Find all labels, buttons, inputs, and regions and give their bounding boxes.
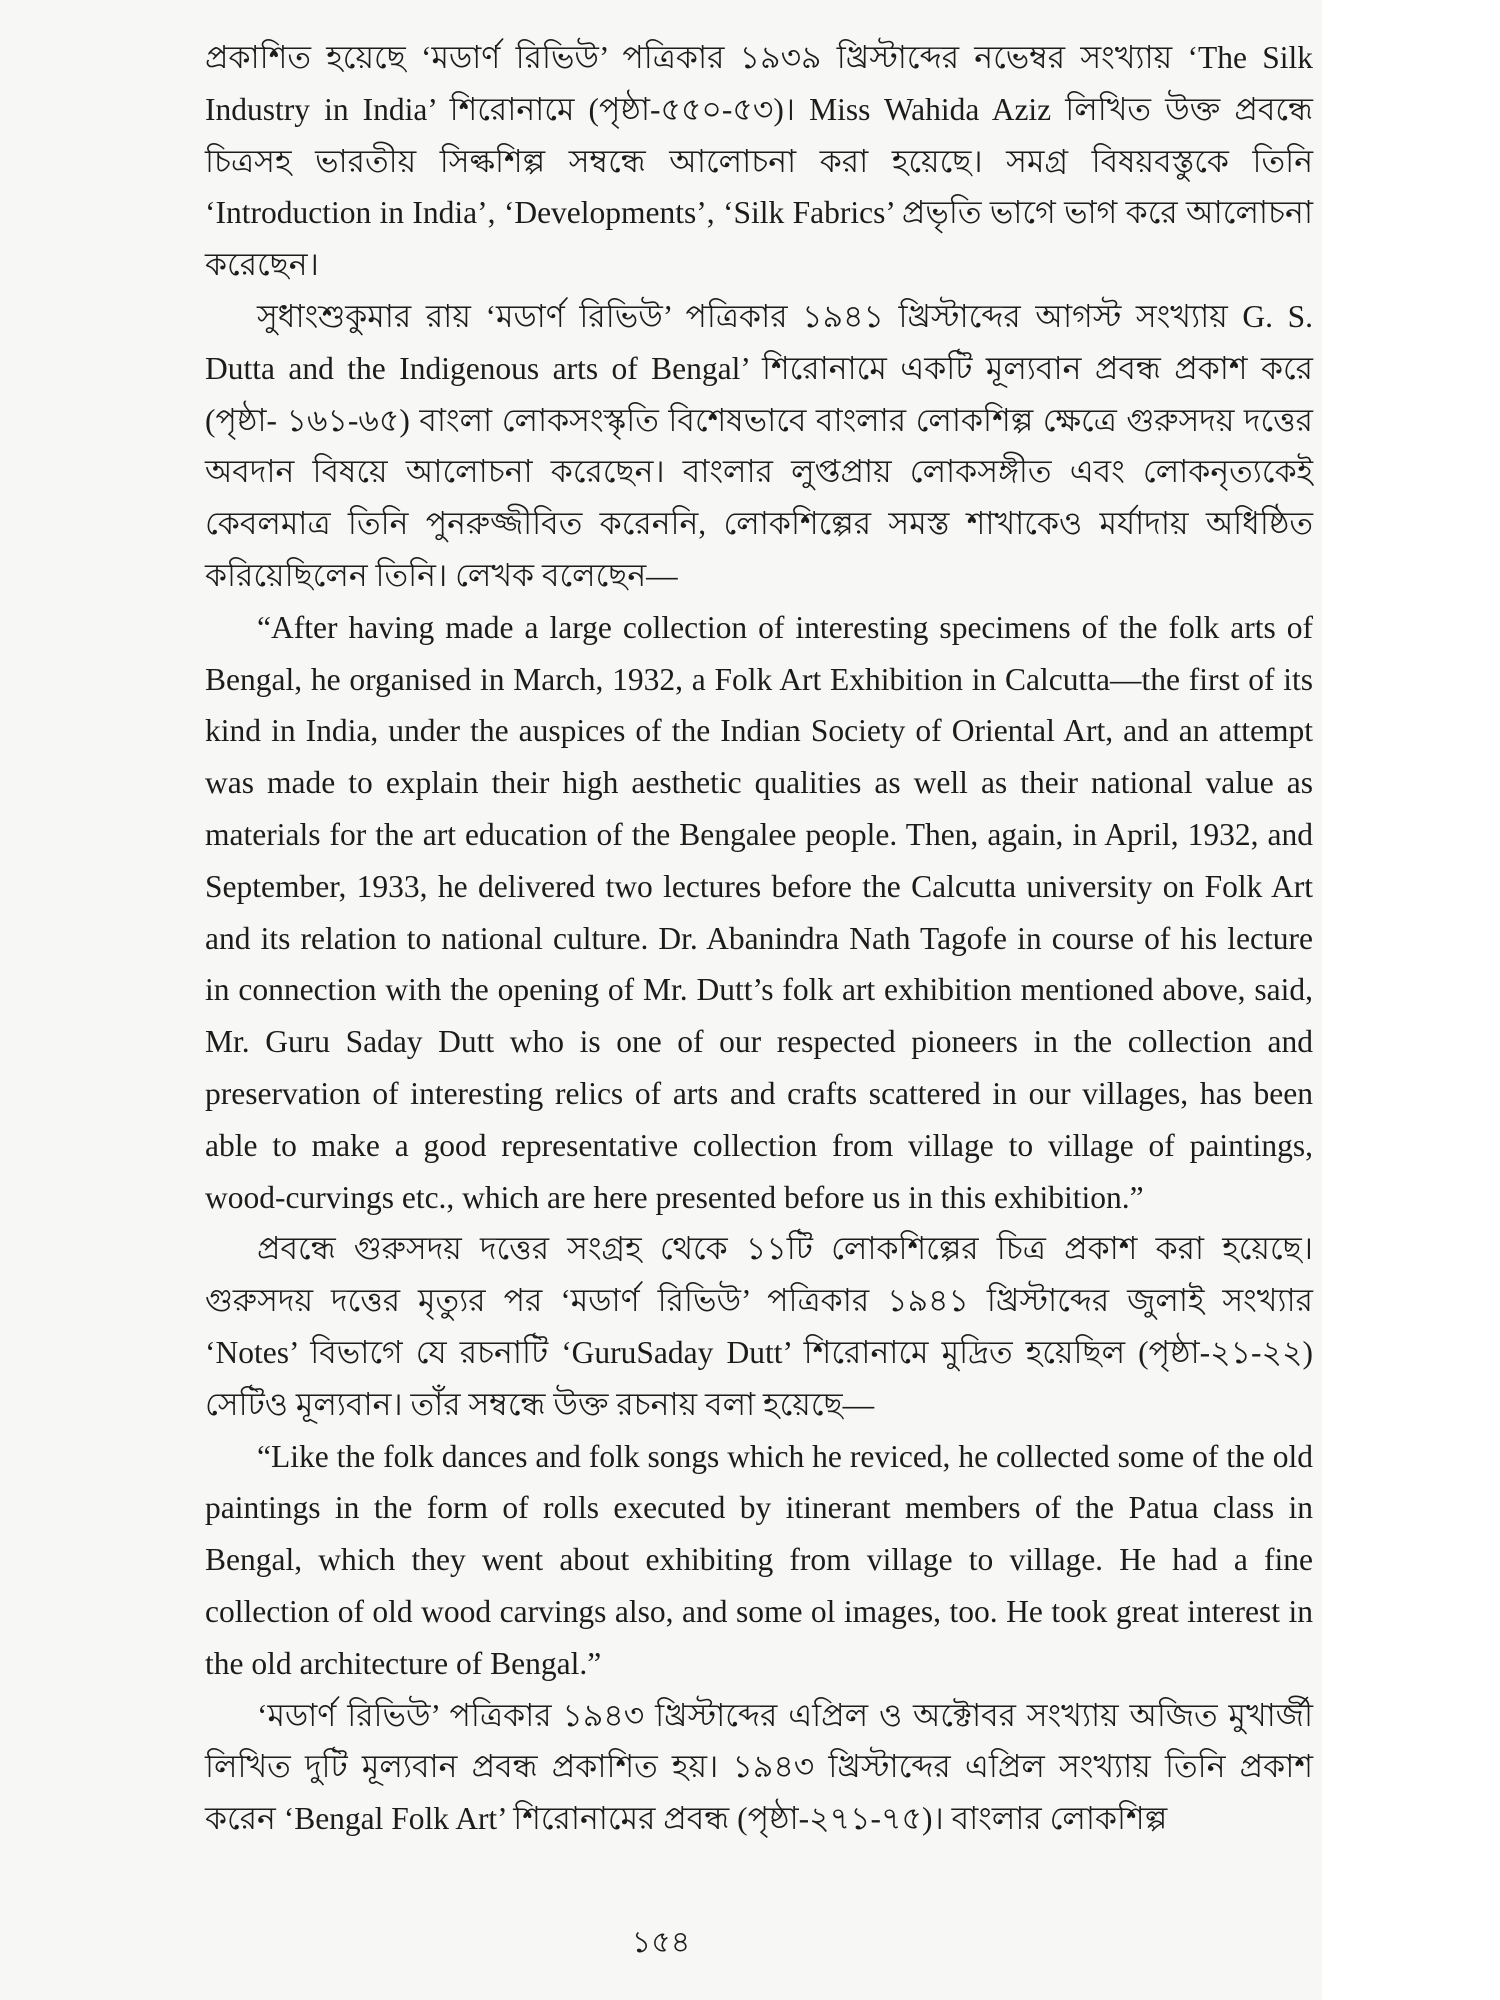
paragraph-gurusaday-dutt-notes: প্রবন্ধে গুরুসদয় দত্তের সংগ্রহ থেকে ১১টি লোকশিল্পের চিত্র প্রকাশ করা হয়েছে। গুরুসদয় দত্তের মৃত্যুর পর ‘মডার্ণ রিভিউ’ পত্রিকার ১৯৪১ খ্রিস্টাব্দের জুলাই সংখ্যার ‘Notes’ বিভাগে যে রচনাটি ‘GuruSaday Dutt’ শিরোনামে মুদ্রিত হয়েছিল (পৃষ্ঠা-২১-২২) সেটিও মূল্যবান। তাঁর সম্বন্ধে উক্ত রচনায় বলা হয়েছে— [205, 1231, 1313, 1422]
paragraph-silk-industry: প্রকাশিত হয়েছে ‘মডার্ণ রিভিউ’ পত্রিকার ১৯৩৯ খ্রিস্টাব্দের নভেম্বর সংখ্যায় ‘The Silk Industry in India’ শিরোনামে (পৃষ্ঠা-৫৫০-৫৩)। Miss Wahida Aziz লিখিত উক্ত প্রবন্ধে চিত্রসহ ভারতীয় সিল্কশিল্প সম্বন্ধে আলোচনা করা হয়েছে। সমগ্র বিষয়বস্তুকে তিনি ‘Introduction in India’, ‘Developments’, ‘Silk Fabrics’ প্রভৃতি ভাগে ভাগ করে আলোচনা করেছেন। [205, 40, 1313, 283]
paragraph-bengal-folk-art: ‘মডার্ণ রিভিউ’ পত্রিকার ১৯৪৩ খ্রিস্টাব্দের এপ্রিল ও অক্টোবর সংখ্যায় অজিত মুখার্জী লিখিত দুটি মূল্যবান প্রবন্ধ প্রকাশিত হয়। ১৯৪৩ খ্রিস্টাব্দের এপ্রিল সংখ্যায় তিনি প্রকাশ করেন ‘Bengal Folk Art’ শিরোনামের প্রবন্ধ (পৃষ্ঠা-২৭১-৭৫)। বাংলার লোকশিল্প [205, 1697, 1313, 1837]
page-margin-background [1322, 0, 1500, 2000]
page-body-text [205, 32, 1313, 1845]
quote-folk-art-exhibition: “After having made a large collection of interesting specimens of the folk arts of Bengal, he organised in March, 1932, a Folk Art Exhibition in Calcutta—the first of its kind in India, under the auspices of the Indian Society of Oriental Art, and an attempt was made to explain their high aesthetic qualities as well as their national value as materials for the art education of the Bengalee people. Then, again, in April, 1932, and September, 1933, he delivered two lectures before the Calcutta university on Folk Art and its relation to national culture. Dr. Abanindra Nath Tagofe in course of his lecture in connection with the opening of Mr. Dutt’s folk art exhibition mentioned above, said, Mr. Guru Saday Dutt who is one of our respected pioneers in the collection and preservation of interesting relics of arts and crafts scattered in our villages, has been able to make a good representative collection from village to village of paintings, wood-curvings etc., which are here presented before us in this exhibition.” [205, 609, 1313, 1215]
page-number: ১৫৪ [631, 1925, 691, 1960]
paragraph-sudhanshu-kumar-roy: সুধাংশুকুমার রায় ‘মডার্ণ রিভিউ’ পত্রিকার ১৯৪১ খ্রিস্টাব্দের আগস্ট সংখ্যায় G. S. Dutta and the Indigenous arts of Bengal’ শিরোনামে একটি মূল্যবান প্রবন্ধ প্রকাশ করে (পৃষ্ঠা- ১৬১-৬৫) বাংলা লোকসংস্কৃতি বিশেষভাবে বাংলার লোকশিল্প ক্ষেত্রে গুরুসদয় দত্তের অবদান বিষয়ে আলোচনা করেছেন। বাংলার লুপ্তপ্রায় লোকসঙ্গীত এবং লোকনৃত্যকেই কেবলমাত্র তিনি পুনরুজ্জীবিত করেননি, লোকশিল্পের সমস্ত শাখাকেও মর্যাদায় অধিষ্ঠিত করিয়েছিলেন তিনি। লেখক বলেছেন— [205, 298, 1313, 593]
quote-folk-dances-songs: “Like the folk dances and folk songs which he reviced, he collected some of the old paintings in the form of rolls executed by itinerant members of the Patua class in Bengal, which they went about exhibiting from village to village. He had a fine collection of old wood carvings also, and some ol images, too. He took great interest in the old architecture of Bengal.” [205, 1438, 1313, 1681]
